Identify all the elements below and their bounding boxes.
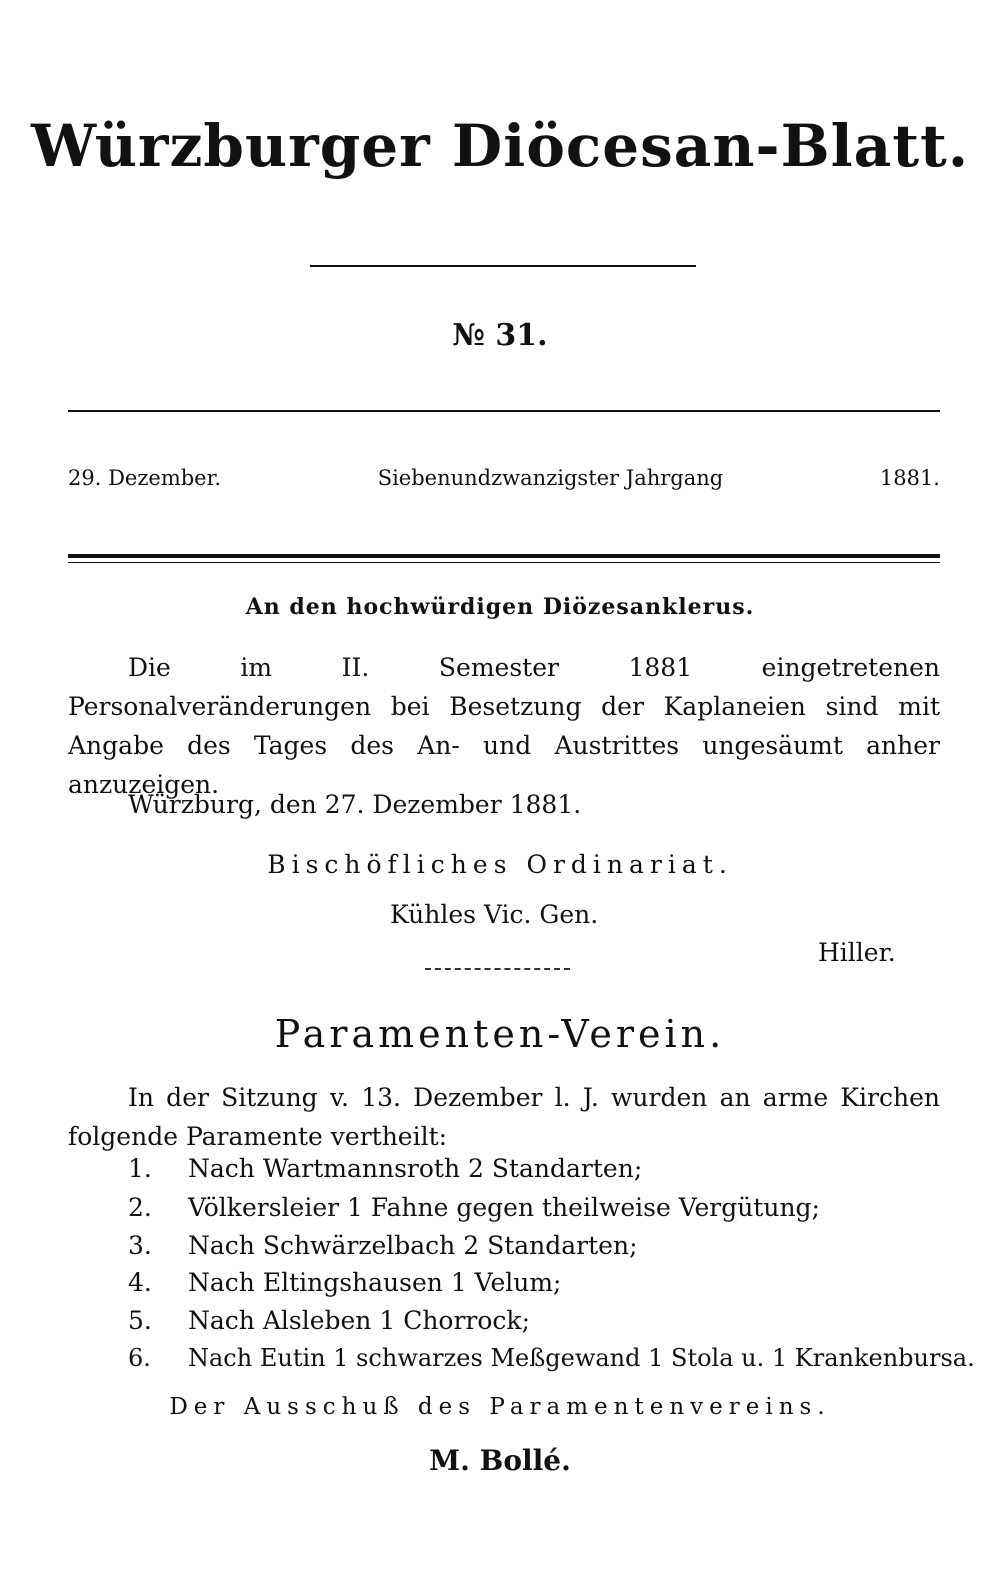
list-item (128, 1306, 530, 1335)
item-text: Nach Schwärzelbach 2 Standarten; (188, 1231, 638, 1260)
dateline (68, 466, 940, 490)
item-number: 2. (128, 1193, 152, 1222)
double-rule-bottom (68, 562, 940, 563)
item-number: 1. (128, 1154, 152, 1183)
issue-date: 29. Dezember. (68, 466, 222, 490)
volume-label: Siebenundzwanzigster Jahrgang (377, 466, 724, 490)
committee-line: Der Ausschuß des Paramentenvereins. (169, 1394, 831, 1420)
section-divider (425, 968, 570, 970)
item-text: Nach Alsleben 1 Chorrock; (188, 1306, 531, 1335)
title-divider (310, 265, 696, 267)
list-item (128, 1193, 820, 1222)
item-text: Nach Eltingshausen 1 Velum; (188, 1268, 562, 1297)
issue-divider (68, 410, 940, 412)
notice-authority: Bischöfliches Ordinariat. (267, 850, 733, 879)
notice-signatory-2: Hiller. (818, 938, 896, 967)
notice-place-date: Würzburg, den 27. Dezember 1881. (128, 790, 582, 819)
list-item (128, 1154, 642, 1183)
newspaper-title: Würzburger Diöcesan-Blatt. (30, 112, 970, 180)
item-number: 4. (128, 1268, 152, 1297)
item-text: Nach Eutin 1 schwarzes Meßgewand 1 Stola u. 1 Krankenbursa. (188, 1344, 975, 1372)
list-item (128, 1344, 975, 1372)
item-number: 6. (128, 1344, 151, 1372)
issue-year: 1881. (879, 466, 940, 490)
notice-signatory-1: Kühles Vic. Gen. (390, 900, 599, 929)
list-item (128, 1268, 561, 1297)
paramenten-heading: Paramenten-Verein. (274, 1012, 726, 1056)
notice-heading: An den hochwürdigen Diözesanklerus. (245, 594, 755, 620)
paramenten-intro: In der Sitzung v. 13. Dezember l. J. wurden an arme Kirchen folgende Paramente vertheilt: (68, 1083, 940, 1151)
list-item (128, 1231, 638, 1260)
item-number: 3. (128, 1231, 152, 1260)
item-text: Völkersleier 1 Fahne gegen theilweise Vergütung; (188, 1193, 820, 1222)
notice-body: Die im II. Semester 1881 eingetretenen Personalveränderungen bei Besetzung der Kaplaneien sind mit Angabe des Tages des An- und Austrittes ungesäumt anher anzuzeigen. (68, 653, 940, 799)
item-number: 5. (128, 1306, 152, 1335)
item-text: Nach Wartmannsroth 2 Standarten; (188, 1154, 643, 1183)
paramenten-signatory: M. Bollé. (429, 1444, 571, 1477)
issue-number: № 31. (452, 318, 548, 353)
double-rule-top (68, 554, 940, 558)
